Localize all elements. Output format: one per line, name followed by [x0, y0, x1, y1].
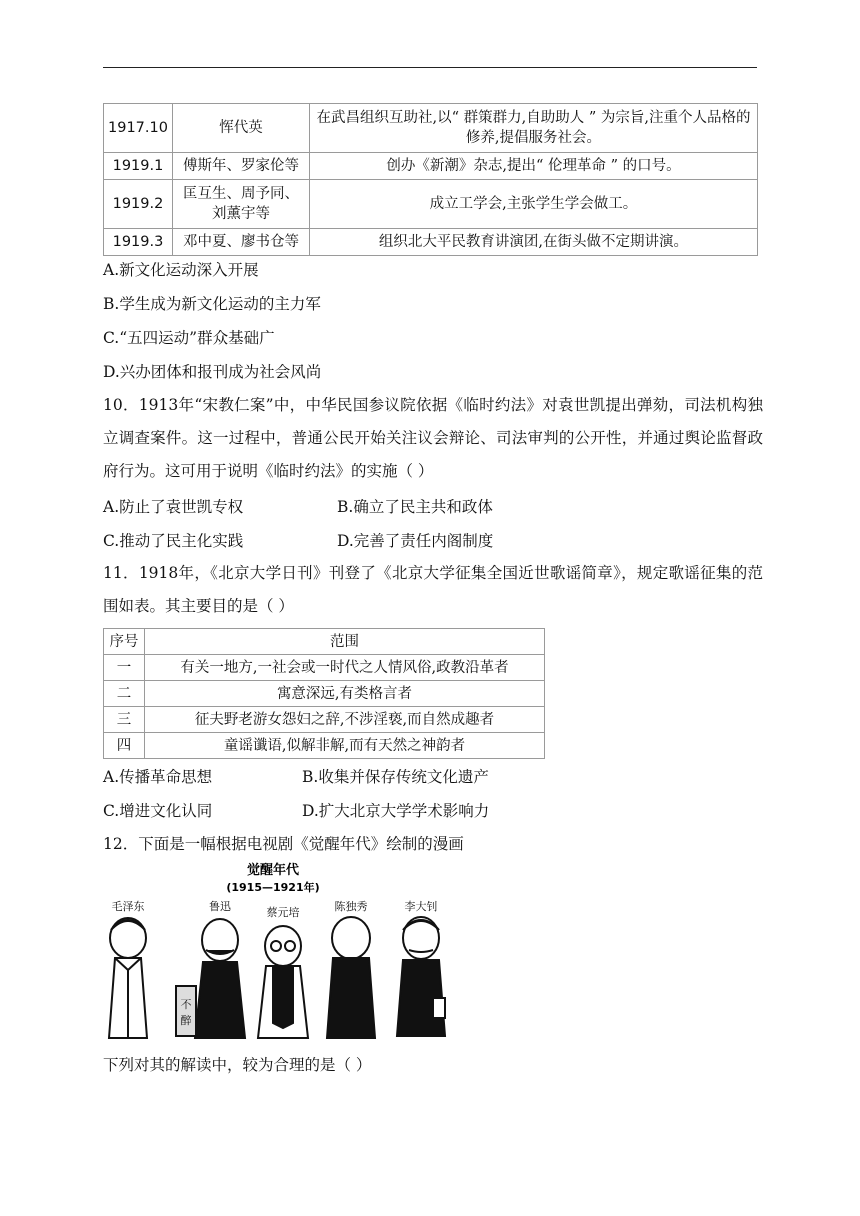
- table-row: [104, 707, 545, 733]
- table-row: [104, 229, 758, 256]
- header-no: 序号: [104, 629, 145, 655]
- name-label: 毛泽东: [111, 900, 145, 913]
- q11-option-c[interactable]: C.增进文化认同: [103, 802, 213, 820]
- table-row: [104, 733, 545, 759]
- q11-option-a[interactable]: A.传播革命思想: [103, 768, 213, 786]
- row-no: 三: [104, 707, 145, 733]
- people-cell: 邓中夏、廖书仓等: [172, 229, 309, 256]
- figure-mao: [109, 900, 147, 1038]
- q12-stem: 12．下面是一幅根据电视剧《觉醒年代》绘制的漫画: [103, 835, 464, 853]
- people-cell: 恽代英: [172, 104, 309, 153]
- sign-text: 醉: [180, 1014, 192, 1027]
- q12-follow-question: 下列对其的解读中，较为合理的是（ ）: [103, 1056, 372, 1074]
- header-rule: [103, 67, 757, 68]
- row-scope: 征夫野老游女怨妇之辞,不涉淫亵,而自然成趣者: [145, 707, 545, 733]
- table-header-row: [104, 629, 545, 655]
- awakening-age-cartoon: [103, 858, 503, 1043]
- name-label: 蔡元培: [266, 906, 300, 919]
- header-scope: 范围: [145, 629, 545, 655]
- q11-option-d[interactable]: D.扩大北京大学学术影响力: [302, 802, 490, 820]
- people-cell: 匡互生、周予同、刘薰宇等: [172, 180, 309, 229]
- cartoon-title: 觉醒年代: [246, 863, 300, 878]
- table-row: [104, 104, 758, 153]
- people-cell: 傅斯年、罗家伦等: [172, 153, 309, 180]
- row-no: 四: [104, 733, 145, 759]
- name-label: 李大钊: [404, 900, 438, 913]
- events-table: [103, 103, 758, 256]
- q9-option-a[interactable]: A.新文化运动深入开展: [103, 261, 259, 279]
- figure-li-dazhao: [397, 899, 445, 1036]
- row-no: 二: [104, 681, 145, 707]
- ballad-scope-table: [103, 628, 545, 759]
- event-cell: 创办《新潮》杂志,提出“ 伦理革命 ” 的口号。: [309, 153, 757, 180]
- q10-option-b[interactable]: B.确立了民主共和政体: [337, 498, 493, 516]
- name-label: 陈独秀: [334, 900, 368, 913]
- date-cell: 1919.2: [104, 180, 173, 229]
- row-no: 一: [104, 655, 145, 681]
- name-label: 鲁迅: [209, 900, 231, 913]
- q10-option-d[interactable]: D.完善了责任内阁制度: [337, 532, 494, 550]
- figure-lu-xun: [176, 900, 245, 1038]
- figure-chen-duxiu: [327, 899, 375, 1038]
- event-cell: 成立工学会,主张学生学会做工。: [309, 180, 757, 229]
- row-scope: 寓意深远,有类格言者: [145, 681, 545, 707]
- row-scope: 童谣谶语,似解非解,而有天然之神韵者: [145, 733, 545, 759]
- q9-option-b[interactable]: B.学生成为新文化运动的主力军: [103, 295, 321, 313]
- table-row: [104, 655, 545, 681]
- cartoon-years: (1915—1921年): [226, 881, 320, 894]
- q10-stem: 10．1913年“宋教仁案”中，中华民国参议院依据《临时约法》对袁世凯提出弹劾，司法机构独立调查案件。这一过程中，普通公民开始关注议会辩论、司法审判的公开性，并通过舆论监督政府行为。这可用于说明《临时约法》的实施（ ）: [103, 396, 763, 480]
- row-scope: 有关一地方,一社会或一时代之人情风俗,政教沿革者: [145, 655, 545, 681]
- sign-text: 不: [180, 998, 192, 1011]
- event-cell: 在武昌组织互助社,以“ 群策群力,自助助人 ” 为宗旨,注重个人品格的修养,提倡服务社会。: [309, 104, 757, 153]
- q11-option-b[interactable]: B.收集并保存传统文化遗产: [302, 768, 489, 786]
- figure-cai-yuanpei: [258, 905, 308, 1038]
- q10-option-a[interactable]: A.防止了袁世凯专权: [103, 498, 244, 516]
- date-cell: 1919.3: [104, 229, 173, 256]
- table-row: [104, 180, 758, 229]
- q11-stem: 11．1918年，《北京大学日刊》刊登了《北京大学征集全国近世歌谣简章》，规定歌谣征集的范围如表。其主要目的是（ ）: [103, 564, 763, 615]
- table-row: [104, 681, 545, 707]
- q9-option-d[interactable]: D.兴办团体和报刊成为社会风尚: [103, 363, 322, 381]
- q9-option-c[interactable]: C.“五四运动”群众基础广: [103, 329, 275, 347]
- table-row: [104, 153, 758, 180]
- date-cell: 1919.1: [104, 153, 173, 180]
- event-cell: 组织北大平民教育讲演团,在街头做不定期讲演。: [309, 229, 757, 256]
- q10-option-c[interactable]: C.推动了民主化实践: [103, 532, 244, 550]
- date-cell: 1917.10: [104, 104, 173, 153]
